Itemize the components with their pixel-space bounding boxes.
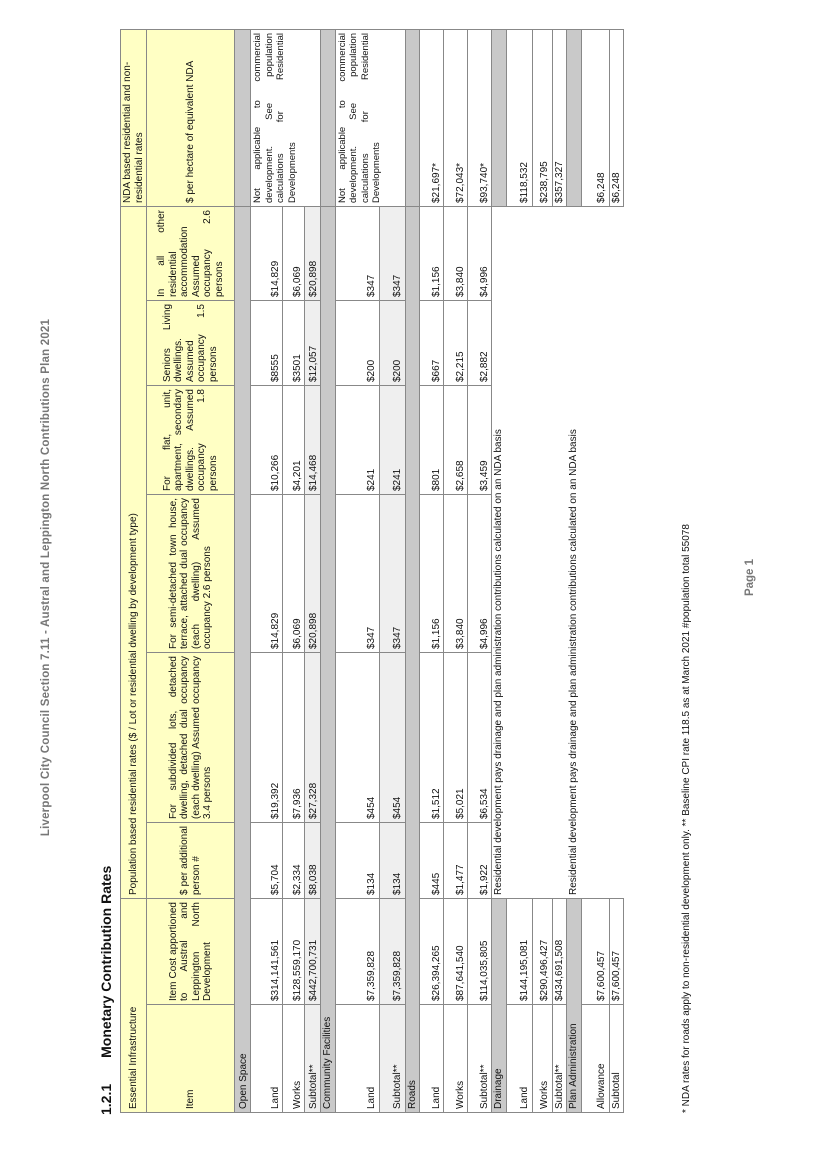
table-row-subtotal: Subtotal** $442,700,731 $8,038 $27,328 $20,898 $14,468 $12,057 $20,898 — [305, 30, 321, 1113]
section-row-community — [321, 30, 336, 1113]
table-row: Land $26,394,265 $445 $1,512 $1,156 $801 $667 $1,156 $21,697* — [420, 30, 444, 1113]
table-row: Land $7,359,828 $134 $454 $347 $241 $200 $347 Not applicable to commercial development. See population calculations for Residential Developments — [335, 30, 379, 1113]
table-row: Works $290,496,427 $238,795 — [532, 30, 552, 1113]
footnote: * NDA rates for roads apply to non-residential development only. ** Baseline CPI rate 118.5 as at March 2021 #population total 55078 — [681, 524, 692, 1113]
table-row-subtotal: Subtotal** $114,035,805 $1,922 $6,534 $4,996 $3,459 $2,882 $4,996 $93,740* — [468, 30, 492, 1113]
section-row-plan-admin — [567, 30, 582, 1113]
table-row: Land $314,141,561 $5,704 $19,392 $14,829 $10,266 $8555 $14,829 Not applicable to commercial development. See population calculations for Residential Developments — [251, 30, 283, 1113]
table-row-subtotal: Subtotal** $434,691,508 $357,327 — [552, 30, 567, 1113]
section-title-drainage: Drainage — [492, 899, 507, 1113]
section-heading — [98, 840, 114, 1115]
header-flat: For flat, unit, apartment, secondary dwellings. Assumed occupancy 1.8 persons — [147, 386, 235, 495]
section-row-drainage — [492, 30, 507, 1113]
section-title-open-space: Open Space — [235, 207, 251, 1113]
open-space-nda-note: Not applicable to commercial development. See population calculations for Residential Developments — [251, 30, 321, 207]
header-population: Population based residential rates ($ / Lot or residential dwelling by development type) — [121, 207, 147, 899]
header-lots: For subdivided lots, detached dwelling, detached dual occupancy (each dwelling) Assumed occupancy 3.4 persons — [147, 653, 235, 823]
section-row-open-space — [235, 30, 251, 1113]
header-seniors: Seniors Living dwellings. Assumed occupancy 1.5 persons — [147, 301, 235, 386]
header-essential: Essential Infrastructure — [121, 899, 147, 1113]
header-nda: $ per hectare of equivalent NDA — [147, 30, 235, 207]
drainage-note: Residential development pays drainage and plan administration contributions calculated on an NDA basis — [492, 207, 567, 899]
contribution-rates-table — [120, 29, 624, 1113]
header-group-row — [121, 30, 147, 1113]
table-row-subtotal: Subtotal** $7,359,828 $134 $454 $347 $241 $200 $347 — [379, 30, 405, 1113]
page-header: Liverpool City Council Section 7.11 - Austral and Leppington North Contributions Plan 2021 — [40, 318, 52, 837]
section-title-plan-admin: Plan Administration — [567, 899, 582, 1113]
plan-admin-note: Residential development pays drainage and plan administration contributions calculated on an NDA basis — [567, 207, 624, 899]
section-title-roads: Roads — [405, 207, 420, 1113]
table-row: Works $128,559,170 $2,334 $7,936 $6,069 $4,201 $3501 $6,069 — [283, 30, 305, 1113]
header-item: Item — [147, 1005, 235, 1113]
table-row: Works $87,641,540 $1,477 $5,021 $3,840 $2,658 $2,215 $3,840 $72,043* — [444, 30, 468, 1113]
table-row-subtotal: Subtotal $7,600,457 $6,248 — [609, 30, 624, 1113]
header-columns-row — [147, 30, 235, 1113]
section-title-community: Community Facilities — [321, 207, 336, 1113]
header-other: In all other residential accommodation Assumed occupancy 2.6 persons — [147, 207, 235, 301]
page-number: Page 1 — [744, 558, 756, 597]
section-title: Monetary Contribution Rates — [98, 865, 114, 1058]
header-cost: Item Cost apportioned to Austral and Leppington North Development — [147, 899, 235, 1005]
community-nda-note: Not applicable to commercial development. See population calculations for Residential Developments — [335, 30, 405, 207]
header-semi: For semi-detached town house, terrace, attached dual occupancy (each dwelling) Assumed occupancy 2.6 persons — [147, 495, 235, 653]
header-nda-group: NDA based residential and non-residential rates — [121, 30, 147, 207]
header-per-person: $ per additional person # — [147, 823, 235, 899]
table-row: Allowance $7,600,457 $6,248 — [581, 30, 609, 1113]
section-row-roads — [405, 30, 420, 1113]
table-row: Land $144,195,081 $118,532 — [506, 30, 532, 1113]
section-number: 1.2.1 — [98, 1083, 114, 1115]
